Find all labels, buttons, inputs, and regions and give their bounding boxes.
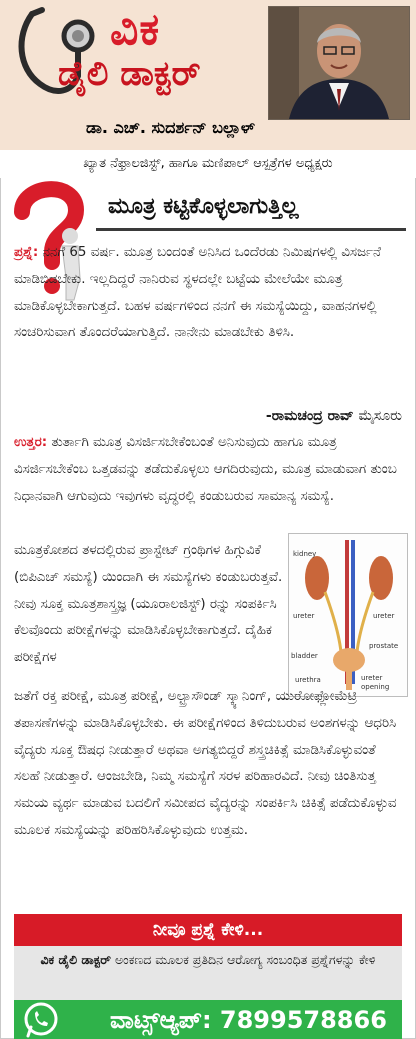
doctor-name: ಡಾ. ಎಚ್. ಸುದರ್ಶನ್ ಬಲ್ಲಾಳ್ (86, 118, 255, 137)
diagram-label-bladder: bladder (291, 652, 318, 660)
doctor-description: ಖ್ಯಾತ ನೆಫ್ರಾಲಜಿಸ್ಟ್, ಹಾಗೂ ಮಣಿಪಾಲ್ ಆಸ್ಪತ್ರೆಗಳ ಅಧ್ಯಕ್ಷರು (0, 150, 416, 178)
diagram-label-prostate: prostate (369, 642, 399, 650)
brand-title-top: ವಿಕ (110, 4, 161, 55)
diagram-label-urethra: urethra (295, 676, 321, 684)
diagram-label-ureter-right: ureter (373, 612, 395, 620)
answer-label: ಉತ್ತರ: (14, 435, 48, 450)
asker-name: -ರಾಮಚಂದ್ರ ರಾವ್ (265, 408, 354, 424)
answer-text-1: ತುರ್ತಾಗಿ ಮೂತ್ರ ವಿಸರ್ಜಿಸಬೇಕೆಂಬಂತೆ ಅನಿಸುವುದು ಹಾಗೂ ಮೂತ್ರ ವಿಸರ್ಜಿಸಬೇಕೆಂಬ ಒತ್ತಡವನ್ನು ತಡೆದುಕೊಳ್ಳಲು ಆಗದಿರುವುದು, ಮೂತ್ರ ಮಾಡುವಾಗ ತುಂಬ ನಿಧಾನವಾಗಿ ಆಗುವುದು ಇವುಗಳು ವೃದ್ಧರಲ್ಲಿ ಕಂಡುಬರುವ ಸಾಮಾನ್ಯ ಸಮಸ್ಯೆ. (14, 435, 397, 504)
brand-title-bottom: ಡೈಲಿ ಡಾಕ್ಟರ್ (58, 54, 201, 94)
ask-question-banner: ನೀವೂ ಪ್ರಶ್ನೆ ಕೇಳಿ... (14, 914, 402, 946)
urinary-system-diagram (288, 533, 408, 697)
ask-note-brand: ವಿಕ ಡೈಲಿ ಡಾಕ್ಟರ್ (40, 952, 111, 967)
diagram-label-ureter-opening: ureter opening (361, 674, 390, 691)
ask-note-text: ಅಂಕಣದ ಮೂಲಕ ಪ್ರತಿದಿನ ಆರೋಗ್ಯ ಸಂಬಂಧಿತ ಪ್ರಶ್ನೆಗಳನ್ನು ಕೇಳಿ (114, 952, 376, 967)
question-block (14, 240, 402, 347)
diagram-label-ureter-left: ureter (293, 612, 315, 620)
article-title-bar (96, 188, 406, 231)
whatsapp-icon (22, 1002, 60, 1038)
diagram-label-kidney: kidney (293, 550, 317, 558)
whatsapp-bar (14, 1000, 402, 1039)
answer-block-1 (14, 430, 402, 510)
asker-signature (266, 403, 402, 429)
doctor-portrait (268, 6, 410, 120)
answer-text-3: ಜತೆಗೆ ರಕ್ತ ಪರೀಕ್ಷೆ, ಮೂತ್ರ ಪರೀಕ್ಷೆ, ಅಲ್ಟ್ರಾಸೌಂಡ್ ಸ್ಕ್ಯಾನಿಂಗ್, ಯುರೋಫ್ಲೋಮೆಟ್ರಿ ತಪಾಸಣೆಗಳನ್ನು ಮಾಡಿಸಿಕೊಳ್ಳಬೇಕು. ಈ ಪರೀಕ್ಷೆಗಳಿಂದ ತಿಳಿದುಬರುವ ಅಂಶಗಳನ್ನು ಆಧರಿಸಿ ವೈದ್ಯರು ಸೂಕ್ತ ಔಷಧ ನೀಡುತ್ತಾರೆ ಅಥವಾ ಅಗತ್ಯಬಿದ್ದರೆ ಶಸ್ತ್ರಚಿಕಿತ್ಸೆ ಮಾಡಿಸಿಕೊಳ್ಳುವಂತೆ ಸಲಹೆ ನೀಡುತ್ತಾರೆ. ಆಂಜಬೇಡಿ, ನಿಮ್ಮ ಸಮಸ್ಯೆಗೆ ಸರಳ ಪರಿಹಾರವಿದೆ. ನೀವು ಚಿಂತಿಸುತ್ತ ಸಮಯ ವ್ಯರ್ಥ ಮಾಡುವ ಬದಲಿಗೆ ಸಮೀಪದ ವೈದ್ಯರನ್ನು ಸಂಪರ್ಕಿಸಿ ಚಿಕಿತ್ಸೆ ಪಡೆದುಕೊಳ್ಳುವ ಮೂಲಕ ಸಮಸ್ಯೆಯನ್ನು ಪರಿಹರಿಸಿಕೊಳ್ಳುವುದು ಉತ್ತಮ. (14, 689, 397, 838)
whatsapp-number: ವಾಟ್ಸ್ಆ್ಯಪ್: 7899578866 (110, 1006, 387, 1034)
question-text: ನನಗೆ 65 ವರ್ಷ. ಮೂತ್ರ ಬಂದಂತೆ ಅನಿಸಿದ ಒಂದೆರಡು ನಿಮಿಷಗಳಲ್ಲಿ ವಿಸರ್ಜನೆ ಮಾಡಿಬಿಡಬೇಕು. ಇಲ್ಲದಿದ್ದರೆ ನಾನಿರುವ ಸ್ಥಳದಲ್ಲೇ ಬಟ್ಟೆಯ ಮೇಲೆಯೇ ಮೂತ್ರ ಮಾಡಿಕೊಳ್ಳಬೇಕಾಗುತ್ತದೆ. ಬಹಳ ವರ್ಷಗಳಿಂದ ನನಗೆ ಈ ಸಮಸ್ಯೆಯಿದ್ದು, ವಾಹನಗಳಲ್ಲಿ ಸಂಚರಿಸುವಾಗ ತೊಂದರೆಯಾಗುತ್ತಿದೆ. ನಾನೇನು ಮಾಡಬೇಕು ತಿಳಿಸಿ. (14, 245, 381, 341)
article-title: ಮೂತ್ರ ಕಟ್ಟಿಕೊಳ್ಳಲಾಗುತ್ತಿಲ್ಲ (108, 194, 299, 219)
column-header (0, 0, 416, 150)
ask-question-note (14, 946, 402, 1000)
question-label: ಪ್ರಶ್ನೆ: (14, 245, 39, 260)
asker-place: ಮೈಸೂರು (358, 408, 402, 424)
answer-text-2: ಮೂತ್ರಕೋಶದ ತಳದಲ್ಲಿರುವ ಪ್ರಾಸ್ಟೇಟ್ ಗ್ರಂಥಿಗಳ ಹಿಗ್ಗುವಿಕೆ (ಬಿಪಿಎಚ್ ಸಮಸ್ಯೆ) ಯಿಂದಾಗಿ ಈ ಸಮಸ್ಯೆಗಳು ಕಂಡುಬರುತ್ತವೆ. ನೀವು ಸೂಕ್ತ ಮೂತ್ರಶಾಸ್ತ್ರಜ್ಞ (ಯೂರಾಲಜಿಸ್ಟ್) ರನ್ನು ಸಂಪರ್ಕಿಸಿ ಕೆಲವೊಂದು ಪರೀಕ್ಷೆಗಳನ್ನು ಮಾಡಿಸಿಕೊಳ್ಳಬೇಕಾಗುತ್ತದೆ. ದೈಹಿಕ ಪರೀಕ್ಷೆಗಳ (14, 543, 283, 666)
